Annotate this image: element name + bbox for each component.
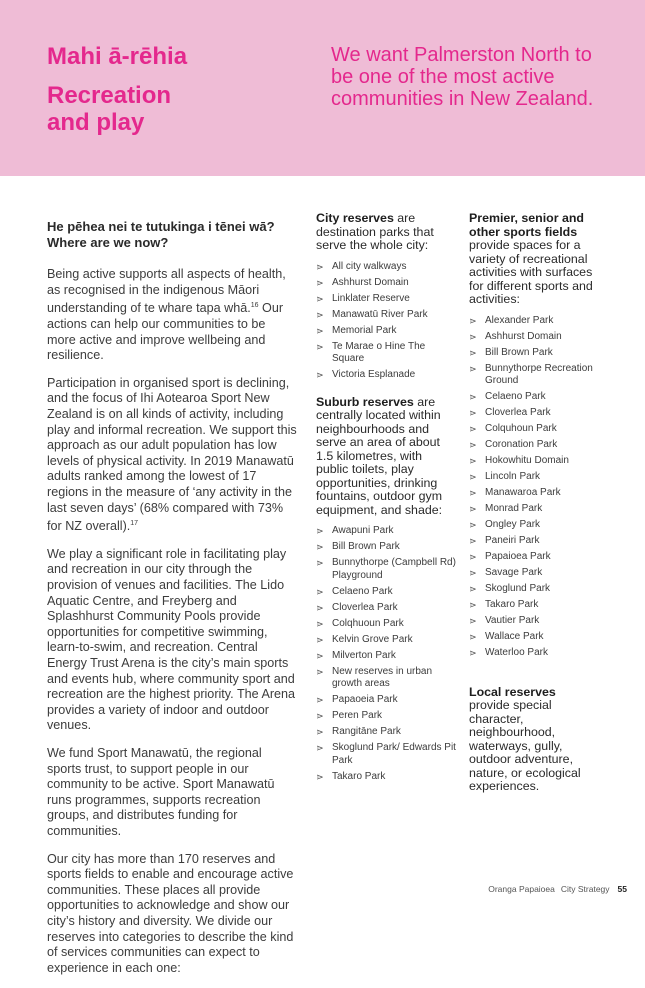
chevron-right-icon: ⋗	[316, 526, 324, 536]
paragraph-1-tail: Our actions can help our communities to be more active and improve wellbeing and resilience.	[47, 301, 284, 363]
list-item	[316, 341, 456, 366]
chevron-right-icon: ⋗	[469, 584, 477, 594]
column-where-are-we-now	[47, 219, 297, 988]
chevron-right-icon: ⋗	[316, 666, 324, 677]
list-item-label: All city walkways	[332, 260, 407, 272]
list-item-label: Takaro Park	[485, 599, 539, 610]
chevron-right-icon: ⋗	[469, 363, 477, 374]
paragraph-2-text: Participation in organised sport is declining, and the focus of Ihi Aotearoa Sport New Zealand is on all kinds of activity, including play and informal recreation. We support this approach as our adult population has low levels of physical activity. In 2019 Manawatū adults ranked among the lowest of 17 regions in the measure of ‘any activity in the last seven days’ (68% compared with 73% for NZ overall).	[47, 375, 297, 534]
list-item-label: Milverton Park	[332, 649, 396, 661]
city-reserves-label: City reserves	[316, 211, 394, 225]
column-reserves	[316, 212, 456, 787]
chevron-right-icon: ⋗	[469, 392, 477, 402]
list-item-label: Bunnythorpe (Campbell Rd) Playground	[332, 557, 456, 581]
list-item	[469, 315, 599, 328]
chevron-right-icon: ⋗	[316, 261, 324, 272]
list-item	[316, 261, 456, 274]
footer-left: Oranga Papaioea	[488, 884, 555, 894]
section-heading	[47, 219, 297, 251]
list-item-label: Ashhurst Domain	[332, 276, 409, 288]
sports-fields-label: Premier, senior and other sports fields	[469, 211, 585, 239]
list-item	[469, 583, 599, 596]
chevron-right-icon: ⋗	[469, 408, 477, 418]
list-item	[316, 666, 456, 691]
list-item	[316, 309, 456, 322]
list-item-label: Takaro Park	[332, 770, 386, 782]
list-item-label: Papaoeia Park	[332, 694, 398, 705]
title-line-2: and play	[47, 109, 145, 136]
chevron-right-icon: ⋗	[316, 341, 324, 352]
chevron-right-icon: ⋗	[316, 325, 324, 336]
list-item-label: Rangitāne Park	[332, 726, 401, 737]
list-item	[316, 771, 456, 784]
list-item-label: Vautier Park	[485, 615, 540, 626]
list-item	[469, 423, 599, 436]
list-item	[469, 391, 599, 404]
list-item	[469, 647, 599, 660]
chevron-right-icon: ⋗	[469, 440, 477, 450]
list-item	[469, 347, 599, 360]
list-item-label: Lincoln Park	[485, 471, 541, 482]
list-item-label: Awapuni Park	[332, 525, 394, 536]
city-reserves-text: are destination parks that serve the whole city:	[316, 211, 434, 252]
paragraph-2	[47, 376, 297, 535]
list-item	[469, 363, 599, 388]
chevron-right-icon: ⋗	[469, 456, 477, 466]
chevron-right-icon: ⋗	[469, 648, 477, 658]
list-item	[316, 293, 456, 306]
list-item-label: Paneiri Park	[485, 535, 540, 546]
list-item-label: Hokowhitu Domain	[485, 455, 569, 466]
list-item-label: Bunnythorpe Recreation Ground	[485, 362, 593, 386]
list-item-label: Cloverlea Park	[485, 407, 551, 418]
list-item	[316, 602, 456, 615]
list-item-label: Skoglund Park	[485, 583, 551, 594]
list-item-label: Colqhuoun Park	[332, 617, 404, 629]
list-item-label: Kelvin Grove Park	[332, 633, 413, 645]
column-sports-fields	[469, 212, 599, 802]
list-item-label: Savage Park	[485, 567, 543, 578]
paragraph-4: We fund Sport Manawatū, the regional sports trust, to support people in our community to be active. Sport Manawatū runs programmes, supports recreation groups, and distributes funding for communities.	[47, 746, 275, 838]
chevron-right-icon: ⋗	[469, 552, 477, 562]
list-item-label: Bill Brown Park	[332, 541, 400, 552]
chevron-right-icon: ⋗	[316, 727, 324, 737]
chevron-right-icon: ⋗	[469, 472, 477, 482]
list-item	[316, 325, 456, 338]
list-item	[469, 331, 599, 344]
list-item-label: Celaeno Park	[485, 391, 546, 402]
list-item	[469, 407, 599, 420]
chevron-right-icon: ⋗	[316, 602, 324, 613]
list-item	[316, 557, 456, 582]
list-item	[316, 726, 456, 739]
city-reserves-list	[316, 261, 456, 382]
chevron-right-icon: ⋗	[469, 632, 477, 642]
list-item	[469, 551, 599, 564]
list-item-label: Linklater Reserve	[332, 292, 410, 304]
chevron-right-icon: ⋗	[469, 600, 477, 610]
list-item-label: Monrad Park	[485, 503, 543, 514]
list-item-label: Cloverlea Park	[332, 601, 398, 613]
list-item	[316, 541, 456, 554]
list-item-label: Alexander Park	[485, 314, 554, 326]
chevron-right-icon: ⋗	[316, 542, 324, 552]
heading-english: Where are we now?	[47, 235, 169, 250]
list-item	[469, 503, 599, 516]
chevron-right-icon: ⋗	[316, 650, 324, 661]
suburb-reserves-label: Suburb reserves	[316, 394, 414, 409]
list-item	[469, 535, 599, 548]
sports-fields-text: provide spaces for a variety of recreational activities with surfaces for different sports and activities:	[469, 238, 593, 306]
chevron-right-icon: ⋗	[469, 424, 477, 434]
sports-fields-intro	[469, 212, 599, 307]
local-reserves-label: Local reserves	[469, 684, 556, 699]
list-item	[469, 615, 599, 628]
chevron-right-icon: ⋗	[316, 695, 324, 705]
footer-right: City Strategy	[560, 884, 610, 894]
chevron-right-icon: ⋗	[316, 370, 324, 380]
list-item	[316, 525, 456, 538]
list-item-label: Manawatū River Park	[332, 308, 428, 320]
list-item-label: Skoglund Park/ Edwards Pit Park	[332, 742, 456, 766]
list-item-label: Wallace Park	[485, 631, 544, 642]
chevron-right-icon: ⋗	[469, 331, 477, 342]
page-number: 55	[617, 884, 627, 894]
suburb-reserves-list	[316, 525, 456, 783]
list-item	[316, 618, 456, 631]
list-item-label: Colquhoun Park	[485, 423, 557, 434]
chevron-right-icon: ⋗	[469, 315, 477, 326]
title-block	[47, 43, 307, 136]
list-item-label: Bill Brown Park	[485, 346, 553, 358]
list-item-label: Celaeno Park	[332, 585, 393, 597]
list-item	[316, 710, 456, 723]
list-item-label: Papaioea Park	[485, 551, 551, 562]
list-item	[469, 487, 599, 500]
sports-fields-list	[469, 315, 599, 660]
footnote-ref-17: 17	[130, 520, 139, 528]
list-item	[469, 471, 599, 484]
chevron-right-icon: ⋗	[316, 558, 324, 568]
chevron-right-icon: ⋗	[469, 347, 477, 358]
paragraph-1	[47, 267, 297, 364]
list-item-label: Coronation Park	[485, 439, 558, 450]
list-item-label: Manawaroa Park	[485, 487, 561, 498]
title-maori: Mahi ā-rēhia	[47, 43, 188, 70]
chevron-right-icon: ⋗	[316, 309, 324, 320]
list-item	[316, 742, 456, 767]
list-item-label: Waterloo Park	[485, 647, 548, 658]
list-item-label: Victoria Esplanade	[332, 369, 416, 380]
paragraph-1-text: Being active supports all aspects of health, as recognised in the indigenous Māori understanding of te whare tapa whā.	[47, 267, 286, 316]
chevron-right-icon: ⋗	[469, 520, 477, 530]
list-item-label: Memorial Park	[332, 324, 397, 336]
list-item	[469, 599, 599, 612]
list-item	[316, 277, 456, 290]
list-item-label: Ashhurst Domain	[485, 330, 562, 342]
heading-maori: He pēhea nei te tutukinga i tēnei wā?	[47, 219, 275, 234]
list-item	[316, 694, 456, 707]
page-footer	[488, 884, 627, 894]
list-item	[316, 369, 456, 382]
chevron-right-icon: ⋗	[316, 634, 324, 645]
chevron-right-icon: ⋗	[316, 618, 324, 629]
chevron-right-icon: ⋗	[469, 568, 477, 578]
list-item-label: Peren Park	[332, 710, 383, 721]
chevron-right-icon: ⋗	[316, 771, 324, 782]
title-line-1: Recreation	[47, 82, 172, 109]
list-item	[316, 650, 456, 663]
list-item	[316, 634, 456, 647]
list-item	[469, 567, 599, 580]
list-item	[316, 586, 456, 599]
tagline: We want Palmerston North to be one of the most active communities in New Zealand.	[331, 44, 594, 110]
list-item-label: Te Marae o Hine The Square	[332, 340, 426, 364]
chevron-right-icon: ⋗	[316, 743, 324, 753]
chevron-right-icon: ⋗	[469, 616, 477, 626]
suburb-reserves-intro	[316, 396, 456, 518]
list-item	[469, 439, 599, 452]
local-reserves-text: provide special character, neighbourhood, waterways, gully, outdoor adventure, nature, or ecological experiences.	[469, 698, 581, 793]
list-item-label: New reserves in urban growth areas	[332, 665, 433, 689]
chevron-right-icon: ⋗	[469, 504, 477, 514]
list-item	[469, 519, 599, 532]
local-reserves-intro	[469, 686, 599, 794]
chevron-right-icon: ⋗	[316, 586, 324, 597]
chevron-right-icon: ⋗	[316, 277, 324, 288]
chevron-right-icon: ⋗	[316, 711, 324, 721]
city-reserves-intro	[316, 212, 456, 253]
list-item-label: Ongley Park	[485, 519, 541, 530]
list-item	[469, 455, 599, 468]
suburb-reserves-text: are centrally located within neighbourhoods and serve an area of about 1.5 kilometres, with public toilets, play opportunities, drinking fountains, outdoor gym equipment, and shade:	[316, 394, 443, 517]
chevron-right-icon: ⋗	[316, 293, 324, 304]
list-item	[469, 631, 599, 644]
paragraph-5: Our city has more than 170 reserves and sports fields to enable and encourage active communities. These places all provide opportunities to acknowledge and show our city’s history and diversity. We divide our reserves into categories to describe the kind of services communities can expect to experience in each one:	[47, 851, 294, 975]
paragraph-3: We play a significant role in facilitating play and recreation in our city through the provision of venues and facilities. The Lido Aquatic Centre, and Freyberg and Splashhurst Community Pools provide opportunities for competitive swimming, learn-to-swim, and recreation. Central Energy Trust Arena is the city’s main sports and events hub, where community sport and recreation are the highest priority. The Arena provides a variety of indoor and outdoor venues.	[47, 546, 296, 733]
chevron-right-icon: ⋗	[469, 536, 477, 546]
chevron-right-icon: ⋗	[469, 488, 477, 498]
footnote-ref-16: 16	[250, 302, 259, 310]
